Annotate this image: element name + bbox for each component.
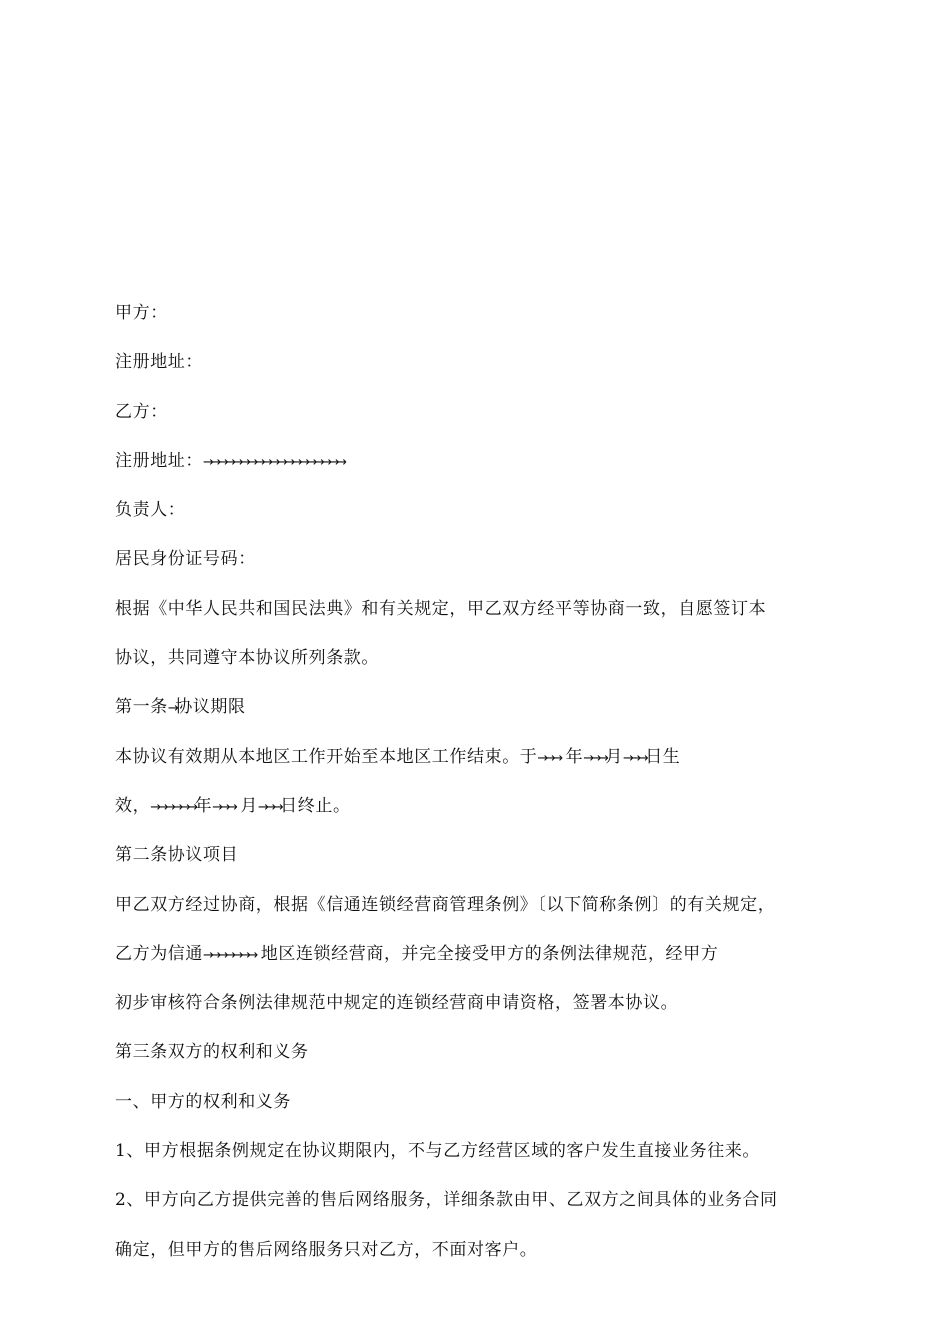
article-2-line-3: 初步审核符合条例法律规范中规定的连锁经营商申请资格，签署本协议。 (115, 993, 679, 1014)
tab-marker-arrows: →→→→→→ (150, 799, 195, 815)
tab-marker-arrows: →→→→→→→→→→→→→→→→→→→ (203, 454, 344, 470)
party-b-address-label: 注册地址：→→→→→→→→→→→→→→→→→→→ (115, 450, 344, 471)
contract-body (115, 297, 855, 1283)
tab-marker-arrows: → (167, 701, 176, 717)
party-a-address-label: 注册地址： (115, 352, 203, 373)
tab-marker-arrows: →→→ (623, 750, 646, 766)
clause-2-line-1: 2、甲方向乙方提供完善的售后网络服务，详细条款由甲、乙双方之间具体的业务合同 (115, 1190, 778, 1211)
tab-marker-arrows: →→→→→→→ (203, 947, 255, 963)
preamble-line-2: 协议，共同遵守本协议所列条款。 (115, 648, 379, 669)
preamble-line-1: 根据《中华人民共和国民法典》和有关规定，甲乙双方经平等协商一致，自愿签订本 (115, 598, 767, 619)
tab-marker-arrows: →→→ (583, 750, 606, 766)
article-2-line-2: 乙方为信通→→→→→→→ 地区连锁经营商，并完全接受甲方的条例法律规范，经甲方 (115, 943, 719, 964)
article-2-line-1: 甲乙双方经过协商，根据《信通连锁经营商管理条例》〔以下简称条例〕的有关规定， (115, 894, 776, 915)
article-2-heading: 第二条协议项目 (115, 845, 239, 866)
article-1-line-2: 效，→→→→→→年→→→ 月→→→日终止。 (115, 795, 351, 816)
clause-2-line-2: 确定，但甲方的售后网络服务只对乙方，不面对客户。 (115, 1239, 538, 1260)
clause-1: 1、甲方根据条例规定在协议期限内，不与乙方经营区域的客户发生直接业务往来。 (115, 1141, 761, 1162)
tab-marker-arrows: →→→ (212, 799, 235, 815)
party-a-label: 甲方： (115, 303, 168, 323)
article-1-heading: 第一条→协议期限 (115, 697, 246, 718)
article-1-line-1: 本协议有效期从本地区工作开始至本地区工作结束。于→→→ 年→→→月→→→日生 (115, 746, 681, 767)
tab-marker-arrows: →→→ (257, 799, 281, 815)
responsible-person-label: 负责人： (115, 500, 186, 521)
article-3-heading: 第三条双方的权利和义务 (115, 1042, 309, 1063)
section-party-a-heading: 一、甲方的权利和义务 (115, 1091, 291, 1112)
tab-marker-arrows: →→→ (537, 750, 560, 766)
party-b-label: 乙方： (115, 401, 168, 422)
id-number-label: 居民身份证号码： (115, 549, 256, 570)
